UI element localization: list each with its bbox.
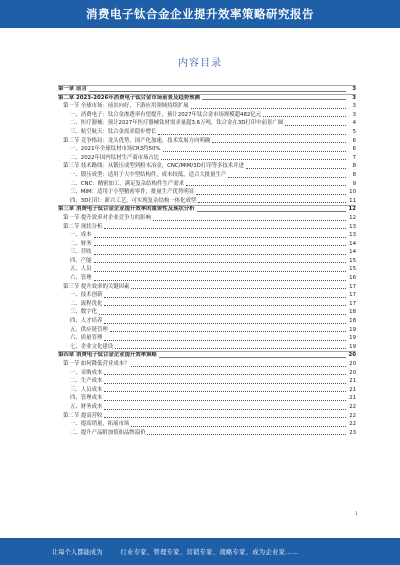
toc-entry[interactable] — [58, 162, 356, 171]
toc-entry-page: 3 — [352, 111, 356, 118]
toc-entry-text: 五、财务成本 — [70, 403, 103, 410]
toc-entry[interactable] — [58, 420, 356, 429]
toc-entry[interactable] — [58, 257, 356, 266]
toc-entry-page: 20 — [348, 352, 356, 359]
toc-entry[interactable] — [58, 317, 356, 326]
toc-entry-page: 3 — [352, 94, 356, 101]
toc-entry-text: 二、财务 — [70, 240, 92, 247]
toc-entry[interactable] — [58, 386, 356, 395]
toc-entry-page: 17 — [349, 300, 356, 307]
toc-leader-dots — [131, 366, 346, 367]
toc-entry-page: 14 — [349, 240, 356, 247]
toc-entry-text: 第三节 提升效率的关键因素 — [63, 283, 130, 290]
toc-entry[interactable] — [58, 205, 356, 214]
toc-entry[interactable] — [58, 171, 356, 180]
toc-leader-dots — [104, 228, 346, 229]
toc-entry-page: 15 — [349, 266, 356, 273]
toc-entry[interactable] — [58, 377, 356, 386]
toc-entry[interactable] — [58, 308, 356, 317]
toc-entry-text: 第二节 竞争格局：龙头优势，国产化加速，技术发展方向明确 — [63, 137, 211, 144]
toc-leader-dots — [104, 297, 346, 298]
toc-entry[interactable] — [58, 403, 356, 412]
toc-leader-dots — [110, 331, 346, 332]
toc-entry[interactable] — [58, 188, 356, 197]
toc-leader-dots — [131, 426, 346, 427]
toc-entry-text: 四、管理成本 — [70, 395, 103, 402]
toc-leader-dots — [94, 254, 346, 255]
toc-entry-text: 三、人员成本 — [70, 386, 103, 393]
toc-entry[interactable] — [58, 240, 356, 249]
toc-entry-page: 20 — [349, 361, 356, 367]
toc-entry-page: 6 — [352, 137, 356, 144]
toc-leader-dots — [94, 271, 346, 272]
toc-entry-text: 第三节 技术路线：从锻压成型到粉末冶金，CNC/MIM/3D打印等多技术并进 — [63, 163, 244, 170]
toc-entry-text: 一、成本 — [70, 232, 92, 239]
toc-leader-dots — [104, 409, 346, 410]
toc-entry-page: 9 — [352, 180, 356, 187]
toc-entry[interactable] — [58, 214, 356, 223]
toc-leader-dots — [158, 134, 346, 135]
toc-entry[interactable] — [58, 102, 356, 111]
toc-entry[interactable] — [58, 119, 356, 128]
toc-leader-dots — [104, 383, 346, 384]
toc-entry-text: 二、提升产品附加值和品牌溢价 — [70, 429, 146, 436]
toc-entry-text: 一、2021年全球钛材市场CR3约50% — [70, 146, 161, 153]
toc-entry-text: 第二节 现状分析 — [63, 223, 103, 230]
toc-entry[interactable] — [58, 94, 356, 103]
toc-entry-page: 12 — [349, 214, 356, 221]
toc-entry-page: 15 — [349, 257, 356, 264]
toc-entry[interactable] — [58, 343, 356, 352]
toc-entry[interactable] — [58, 369, 356, 378]
toc-entry-text: 第一节 全球市场：前景向好，下游应用领域持续扩展 — [63, 103, 189, 110]
toc-leader-dots — [212, 142, 346, 143]
toc-entry[interactable] — [58, 197, 356, 206]
toc-entry-text: 五、供应链管理 — [70, 326, 108, 333]
toc-leader-dots — [94, 280, 346, 281]
toc-entry-text: 第一节 如何降低营业成本？ — [63, 361, 130, 367]
toc-leader-dots — [285, 125, 346, 126]
table-of-contents — [58, 85, 356, 437]
toc-leader-dots — [161, 159, 346, 160]
toc-entry-page: 22 — [349, 412, 356, 419]
toc-entry[interactable] — [58, 145, 356, 154]
toc-leader-dots — [99, 314, 346, 315]
toc-entry[interactable] — [58, 412, 356, 421]
page-number: 1 — [355, 512, 358, 517]
toc-entry-text: 第三章 消费电子钛合金企业提升效率的重要性及现状分析 — [58, 206, 195, 213]
toc-heading: 内容目录 — [178, 58, 222, 69]
toc-entry-text: 七、企业文化建设 — [70, 343, 114, 350]
toc-leader-dots — [159, 357, 346, 358]
toc-entry-page: 8 — [352, 171, 356, 178]
toc-leader-dots — [94, 237, 346, 238]
toc-entry-text: 三、航空航天：钛合金需求稳步增长 — [70, 128, 157, 135]
toc-leader-dots — [163, 151, 346, 152]
toc-entry-text: 四、人才培养 — [70, 318, 103, 325]
toc-entry-page: 22 — [349, 403, 356, 410]
toc-entry-page: 4 — [352, 120, 356, 127]
toc-entry[interactable] — [58, 274, 356, 283]
toc-entry[interactable] — [58, 265, 356, 274]
toc-entry[interactable] — [58, 223, 356, 232]
toc-entry[interactable] — [58, 111, 356, 120]
toc-entry-text: 一、采购成本 — [70, 369, 103, 376]
toc-entry-page: 18 — [349, 318, 356, 325]
toc-entry[interactable] — [58, 291, 356, 300]
toc-entry-text: 四、3D打印：新兴工艺，可实现复杂结构一体化成型 — [70, 197, 197, 204]
toc-entry[interactable] — [58, 180, 356, 189]
report-header — [0, 0, 400, 28]
toc-entry-text: 三、数字化 — [70, 309, 97, 316]
toc-leader-dots — [263, 116, 346, 117]
toc-leader-dots — [196, 194, 346, 195]
toc-leader-dots — [153, 220, 346, 221]
toc-entry-page: 13 — [349, 223, 356, 230]
toc-leader-dots — [94, 245, 346, 246]
toc-entry-text: 五、人员 — [70, 266, 92, 273]
toc-entry-page: 3 — [352, 103, 356, 110]
toc-entry-page: 13 — [349, 232, 356, 239]
toc-leader-dots — [115, 348, 346, 349]
toc-entry[interactable] — [58, 154, 356, 163]
toc-entry[interactable] — [58, 248, 356, 257]
toc-leader-dots — [94, 262, 346, 263]
toc-leader-dots — [104, 305, 346, 306]
toc-entry-page: 16 — [349, 275, 356, 282]
toc-entry-page: 20 — [349, 369, 356, 376]
toc-entry[interactable] — [58, 128, 356, 137]
toc-entry[interactable] — [58, 231, 356, 240]
toc-entry-page: 5 — [352, 128, 356, 135]
toc-entry-text: 六、质量管理 — [70, 335, 103, 342]
toc-entry[interactable] — [58, 283, 356, 292]
toc-entry-text: 四、产能 — [70, 257, 92, 264]
toc-entry-page: 8 — [352, 163, 356, 170]
toc-entry-page: 12 — [348, 206, 356, 213]
toc-entry-text: 第一章 前言 — [58, 86, 87, 92]
toc-entry-text: 二、生产成本 — [70, 378, 103, 385]
toc-entry[interactable] — [58, 334, 356, 343]
toc-entry-text: 第二节 提高营收 — [63, 412, 103, 419]
toc-entry[interactable] — [58, 429, 356, 438]
toc-entry-page: 17 — [349, 292, 356, 299]
toc-entry[interactable] — [58, 300, 356, 309]
toc-entry-page: 17 — [349, 283, 356, 290]
toc-entry-text: 一、技术创新 — [70, 292, 103, 299]
toc-entry-page: 19 — [349, 335, 356, 342]
toc-entry-text: 三、营收 — [70, 249, 92, 256]
toc-entry-page: 21 — [349, 386, 356, 393]
toc-leader-dots — [147, 434, 346, 435]
toc-entry-text: 一、消费电子：钛合金渗透率有望提升，预计2027年钛合金市场规模超482亿元 — [70, 111, 262, 118]
toc-entry[interactable] — [58, 360, 356, 369]
toc-entry-page: 22 — [349, 421, 356, 428]
toc-leader-dots — [104, 391, 346, 392]
toc-entry-page: 6 — [352, 146, 356, 153]
toc-entry[interactable] — [58, 85, 356, 94]
toc-entry-page: 19 — [349, 326, 356, 333]
toc-leader-dots — [104, 400, 346, 401]
toc-entry-page: 18 — [349, 309, 356, 316]
toc-entry-text: 二、流程优化 — [70, 300, 103, 307]
toc-entry-page: 3 — [352, 86, 356, 92]
toc-entry-text: 二、2022年国内钛材生产商市场占比 — [70, 154, 160, 161]
toc-leader-dots — [191, 108, 346, 109]
toc-leader-dots — [197, 211, 346, 212]
toc-leader-dots — [104, 340, 346, 341]
toc-entry[interactable] — [58, 137, 356, 146]
toc-entry-page: 19 — [349, 343, 356, 350]
toc-leader-dots — [198, 202, 346, 203]
toc-entry[interactable] — [58, 351, 356, 360]
toc-entry-text: 第四章 消费电子钛合金企业提升效率策略 — [58, 352, 157, 359]
toc-entry-text: 二、CNC：精密加工，满足复杂结构件生产需求 — [70, 180, 184, 187]
toc-entry-page: 11 — [349, 197, 356, 204]
report-footer — [0, 538, 400, 565]
toc-entry-text: 二、医疗器械：预计2027年医疗器械钛材需求量超3.6万吨，钛合金在3D打印中前景广阔 — [70, 120, 284, 127]
toc-entry-text: 第一节 提升效率对企业竞争力的影响 — [63, 214, 151, 221]
toc-entry-page: 23 — [349, 429, 356, 436]
toc-entry-text: 一、提高销量，拓展市场 — [70, 421, 130, 428]
toc-leader-dots — [104, 417, 346, 418]
toc-leader-dots — [131, 288, 346, 289]
toc-entry-text: 三、MIM：适用于小型精密零件，批量生产优势明显 — [70, 189, 195, 196]
toc-entry-text: 第二章 2023-2026年消费电子钛合金市场前景及趋势预测 — [58, 94, 200, 101]
footer-slogan: 让每个人都能成为 — [52, 549, 103, 556]
toc-leader-dots — [89, 91, 346, 92]
toc-entry-text: 一、锻压成型：适用于大中型结构件，成本较低，适合大批量生产 — [70, 171, 227, 178]
toc-entry[interactable] — [58, 394, 356, 403]
toc-leader-dots — [104, 374, 346, 375]
toc-entry-page: 10 — [349, 189, 356, 196]
toc-entry[interactable] — [58, 326, 356, 335]
footer-tagline: 行业专家、管理专家、营销专家、战略专家、成为企业家…… — [120, 549, 299, 556]
toc-entry-page: 21 — [349, 395, 356, 402]
toc-leader-dots — [186, 185, 346, 186]
toc-entry-page: 21 — [349, 378, 356, 385]
toc-leader-dots — [104, 323, 346, 324]
toc-entry-page: 7 — [352, 154, 356, 161]
toc-leader-dots — [246, 168, 346, 169]
toc-leader-dots — [202, 99, 346, 100]
report-title: 消费电子钛合金企业提升效率策略研究报告 — [86, 7, 314, 21]
toc-entry-text: 六、管理 — [70, 275, 92, 282]
toc-leader-dots — [228, 177, 346, 178]
toc-entry-page: 14 — [349, 249, 356, 256]
